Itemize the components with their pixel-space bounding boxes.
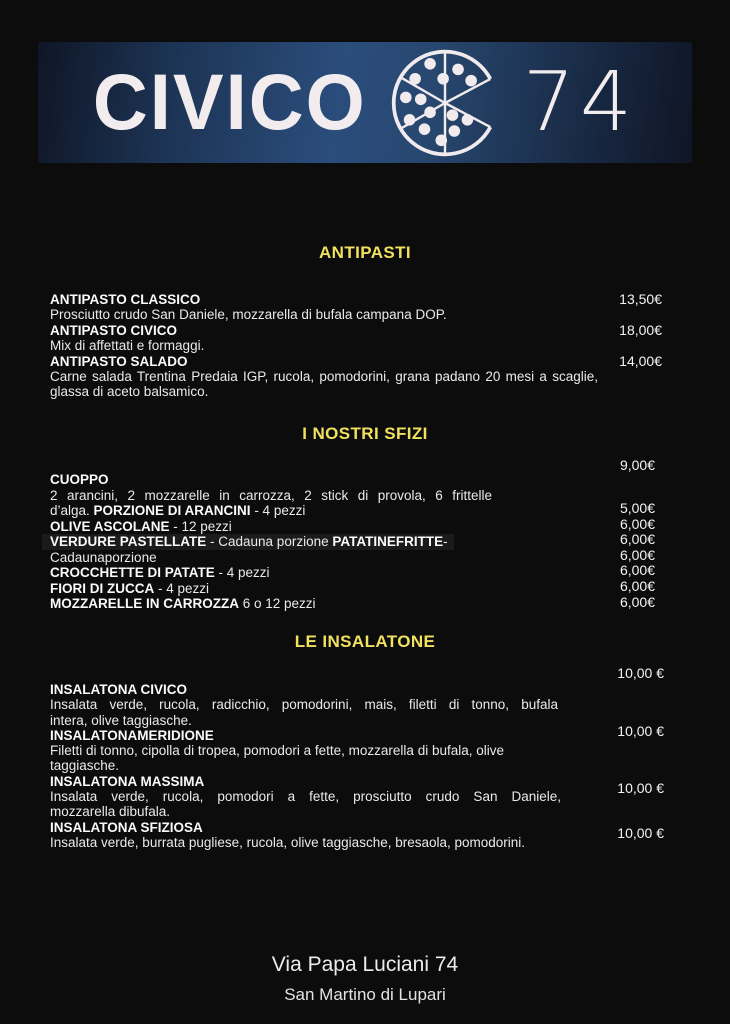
- insalatone-items: [50, 682, 561, 850]
- item-name: ANTIPASTO SALADO: [50, 353, 188, 369]
- item-price: 5,00€: [619, 500, 655, 516]
- address-line-1: Via Papa Luciani 74: [271, 953, 459, 976]
- antipasti-items: [50, 292, 598, 400]
- section-title-sfizi: I NOSTRI SFIZI: [302, 424, 428, 443]
- item-name: INSALATONAMERIDIONE: [50, 727, 214, 743]
- menu-line: [50, 565, 492, 581]
- item-price: 6,00€: [619, 516, 655, 532]
- item-price: 10,00 €: [617, 780, 664, 796]
- item-text: -: [443, 534, 448, 549]
- item-price: 6,00€: [619, 562, 655, 578]
- item-price: 6,00€: [619, 594, 655, 610]
- item-text: 6 o 12 pezzi: [238, 596, 316, 611]
- menu-line: [42, 534, 454, 550]
- item-text: d’alga.: [50, 503, 94, 518]
- item-text: Cadaunaporzione: [50, 549, 157, 565]
- item-name: INSALATONA MASSIMA: [50, 773, 205, 789]
- item-name: VERDURE PASTELLATE: [50, 534, 207, 549]
- item-price: 10,00 €: [617, 723, 664, 739]
- logo-banner: [38, 42, 692, 163]
- item-text: - 4 pezzi: [154, 580, 210, 596]
- item-name: FIORI DI ZUCCA: [50, 580, 155, 596]
- address-line-2: San Martino di Lupari: [284, 985, 446, 1004]
- sfizi-items: [50, 472, 492, 612]
- item-price: 6,00€: [619, 547, 655, 563]
- item-name: CUOPPO: [50, 472, 109, 487]
- item-desc: Insalata verde, rucola, radicchio, pomodorini, mais, filetti di tonno, bufala: [50, 697, 558, 713]
- menu-line: [50, 581, 492, 597]
- section-title-antipasti: ANTIPASTI: [318, 243, 412, 262]
- item-name: INSALATONA SFIZIOSA: [50, 819, 203, 835]
- item-name: INSALATONA CIVICO: [50, 682, 188, 697]
- brand-number: 74: [522, 54, 638, 150]
- item-desc: Filetti di tonno, cipolla di tropea, pomodori a fette, mozzarella di bufala, olive: [50, 743, 504, 759]
- item-price: 10,00 €: [617, 825, 664, 841]
- item-desc: Insalata verde, rucola, pomodori a fette, prosciutto crudo San Daniele,: [50, 789, 561, 805]
- item-price: 6,00€: [619, 578, 655, 594]
- item-name: OLIVE ASCOLANE: [50, 518, 170, 534]
- section-title-insalatone: LE INSALATONE: [294, 632, 436, 651]
- item-desc: taggiasche.: [50, 758, 120, 774]
- item-price: 10,00 €: [617, 665, 664, 681]
- pizza-icon: [389, 47, 501, 159]
- item-desc: mozzarella dibufala.: [50, 804, 171, 820]
- item-price: 13,50€: [619, 291, 662, 307]
- item-desc: Insalata verde, burrata pugliese, rucola, olive taggiasche, bresaola, pomodorini.: [50, 834, 526, 850]
- item-desc: Mix di affettati e formaggi.: [50, 338, 205, 354]
- item-name: CROCCHETTE DI PATATE: [50, 565, 215, 580]
- item-desc: Carne salada Trentina Predaia IGP, rucola, pomodorini, grana padano 20 mesi a scaglie,: [50, 368, 598, 384]
- item-name: ANTIPASTO CIVICO: [50, 322, 178, 338]
- item-text: - 4 pezzi: [214, 565, 270, 580]
- item-price: 9,00€: [619, 457, 655, 473]
- item-text: - 4 pezzi: [250, 503, 306, 518]
- item-name: ANTIPASTO CLASSICO: [50, 292, 201, 307]
- item-text: - 12 pezzi: [169, 518, 232, 534]
- item-desc: glassa di aceto balsamico.: [50, 384, 209, 400]
- item-name: PORZIONE DI ARANCINI: [93, 503, 251, 518]
- item-desc: intera, olive taggiasche.: [50, 712, 192, 728]
- item-name: MOZZARELLE IN CARROZZA: [50, 596, 239, 611]
- item-price: 18,00€: [619, 322, 662, 338]
- item-text: - Cadauna porzione: [206, 534, 333, 549]
- item-desc: 2 arancini, 2 mozzarelle in carrozza, 2 stick di provola, 6 frittelle: [50, 487, 492, 503]
- item-price: 14,00€: [619, 353, 662, 369]
- item-price: 6,00€: [619, 531, 655, 547]
- menu-line: [50, 519, 492, 535]
- item-name: PATATINEFRITTE: [332, 534, 444, 549]
- menu-line: [50, 596, 492, 612]
- brand-name: CIVICO: [92, 57, 367, 147]
- item-desc: Prosciutto crudo San Daniele, mozzarella di bufala campana DOP.: [50, 307, 447, 323]
- menu-line: [50, 503, 492, 519]
